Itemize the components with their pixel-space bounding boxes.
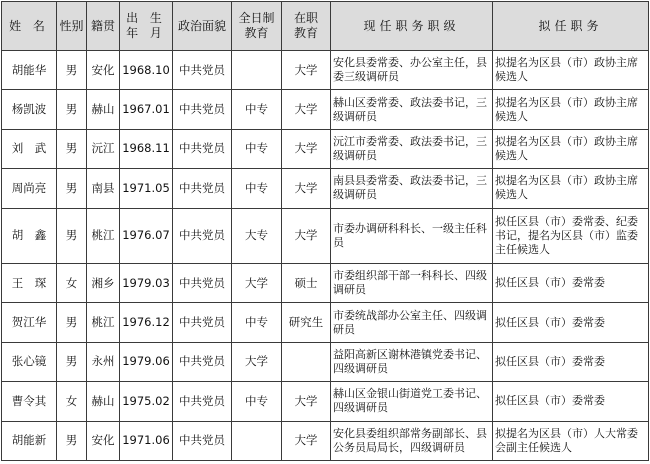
table-row: [2, 129, 649, 168]
cell-inservice-edu: 大学: [282, 51, 331, 90]
cell-current-post: 安化县委组织部常务副部长、县公务员局局长，四级调研员: [331, 421, 493, 461]
cell-current-post: 市委组织部干部一科科长、四级调研员: [331, 263, 493, 302]
cell-gender: 男: [57, 303, 87, 342]
cell-birth: 1979.03: [120, 263, 173, 302]
cell-party: 中共党员: [173, 342, 232, 381]
cell-origin: 赫山: [87, 382, 120, 421]
cell-current-post: 沅江市委常委、政法委书记，三级调研员: [331, 129, 493, 168]
cell-name: 王 琛: [2, 263, 57, 302]
cell-name: 胡 鑫: [2, 208, 57, 263]
cell-fulltime-edu: 中专: [232, 90, 282, 129]
cell-inservice-edu: 大学: [282, 129, 331, 168]
table-row: [2, 342, 649, 381]
cell-gender: 男: [57, 90, 87, 129]
table-row: [2, 382, 649, 421]
cell-origin: 湘乡: [87, 263, 120, 302]
cell-origin: 安化: [87, 51, 120, 90]
cell-fulltime-edu: 中专: [232, 303, 282, 342]
col-header-birth: 出 生 年 月: [120, 2, 173, 51]
cell-proposed-post: 拟任区县（市）委常委: [493, 303, 649, 342]
cell-inservice-edu: 研究生: [282, 303, 331, 342]
cell-party: 中共党员: [173, 421, 232, 461]
cell-proposed-post: 拟任区县（市）委常委、纪委书记，提名为区县（市）监委主任候选人: [493, 208, 649, 263]
cell-gender: 男: [57, 208, 87, 263]
cell-name: 曹令其: [2, 382, 57, 421]
cell-gender: 男: [57, 421, 87, 461]
cell-current-post: 安化县委常委、办公室主任，县委三级调研员: [331, 51, 493, 90]
col-header-fulltime-edu: 全日制 教育: [232, 2, 282, 51]
cell-inservice-edu: 大学: [282, 208, 331, 263]
cell-inservice-edu: [282, 342, 331, 381]
cell-party: 中共党员: [173, 263, 232, 302]
cell-party: 中共党员: [173, 90, 232, 129]
cell-party: 中共党员: [173, 303, 232, 342]
col-header-proposed-post: 拟任职务: [493, 2, 649, 51]
cell-proposed-post: 拟任区县（市）委常委: [493, 382, 649, 421]
col-header-name: 姓 名: [2, 2, 57, 51]
table-row: [2, 169, 649, 208]
cell-proposed-post: 拟任区县（市）委常委: [493, 342, 649, 381]
cell-birth: 1975.02: [120, 382, 173, 421]
cell-origin: 桃江: [87, 303, 120, 342]
cell-birth: 1976.07: [120, 208, 173, 263]
header-row: [2, 2, 649, 51]
cell-name: 胡能华: [2, 51, 57, 90]
cell-fulltime-edu: 中专: [232, 382, 282, 421]
cell-birth: 1971.06: [120, 421, 173, 461]
table-row: [2, 421, 649, 461]
cadre-table: [1, 1, 649, 461]
col-header-inservice-edu: 在职 教育: [282, 2, 331, 51]
cell-origin: 赫山: [87, 90, 120, 129]
cell-gender: 男: [57, 129, 87, 168]
cell-name: 贺江华: [2, 303, 57, 342]
cell-birth: 1971.05: [120, 169, 173, 208]
cell-inservice-edu: 大学: [282, 90, 331, 129]
cell-party: 中共党员: [173, 169, 232, 208]
col-header-party: 政治面貌: [173, 2, 232, 51]
cell-birth: 1967.01: [120, 90, 173, 129]
cell-name: 周尚亮: [2, 169, 57, 208]
cell-current-post: 赫山区委常委、政法委书记，三级调研员: [331, 90, 493, 129]
table-row: [2, 303, 649, 342]
cell-proposed-post: 拟任区县（市）委常委: [493, 263, 649, 302]
cell-name: 刘 武: [2, 129, 57, 168]
cell-name: 张心镜: [2, 342, 57, 381]
col-header-origin: 籍贯: [87, 2, 120, 51]
cell-party: 中共党员: [173, 51, 232, 90]
cell-birth: 1968.11: [120, 129, 173, 168]
cell-fulltime-edu: 大学: [232, 342, 282, 381]
cell-party: 中共党员: [173, 382, 232, 421]
cell-fulltime-edu: [232, 421, 282, 461]
cell-name: 胡能新: [2, 421, 57, 461]
cell-inservice-edu: 硕士: [282, 263, 331, 302]
cell-fulltime-edu: 大学: [232, 263, 282, 302]
cell-current-post: 市委统战部办公室主任、四级调研员: [331, 303, 493, 342]
cell-proposed-post: 拟提名为区县（市）政协主席候选人: [493, 169, 649, 208]
cell-party: 中共党员: [173, 208, 232, 263]
table-row: [2, 263, 649, 302]
cell-birth: 1979.06: [120, 342, 173, 381]
table-row: [2, 51, 649, 90]
table-row: [2, 208, 649, 263]
cell-origin: 安化: [87, 421, 120, 461]
cell-fulltime-edu: 中专: [232, 129, 282, 168]
cell-current-post: 益阳高新区谢林港镇党委书记、四级调研员: [331, 342, 493, 381]
cell-inservice-edu: 大学: [282, 169, 331, 208]
cell-fulltime-edu: 大专: [232, 208, 282, 263]
cell-gender: 男: [57, 169, 87, 208]
cell-proposed-post: 拟提名为区县（市）政协主席候选人: [493, 51, 649, 90]
cell-birth: 1976.12: [120, 303, 173, 342]
cell-proposed-post: 拟提名为区县（市）政协主席候选人: [493, 90, 649, 129]
cell-origin: 南县: [87, 169, 120, 208]
col-header-gender: 性别: [57, 2, 87, 51]
cell-proposed-post: 拟提名为区县（市）人大常委会副主任候选人: [493, 421, 649, 461]
cell-origin: 沅江: [87, 129, 120, 168]
cell-origin: 桃江: [87, 208, 120, 263]
table-row: [2, 90, 649, 129]
cell-fulltime-edu: [232, 51, 282, 90]
cell-gender: 女: [57, 382, 87, 421]
cell-origin: 永州: [87, 342, 120, 381]
cell-inservice-edu: 大学: [282, 382, 331, 421]
cell-name: 杨凯波: [2, 90, 57, 129]
cell-current-post: 市委办调研科科长、一级主任科员: [331, 208, 493, 263]
cell-party: 中共党员: [173, 129, 232, 168]
cell-birth: 1968.10: [120, 51, 173, 90]
cell-current-post: 南县县委常委、政法委书记，三级调研员: [331, 169, 493, 208]
col-header-current-post: 现任职务职级: [331, 2, 493, 51]
cell-proposed-post: 拟提名为区县（市）政协主席候选人: [493, 129, 649, 168]
cell-gender: 女: [57, 263, 87, 302]
cell-fulltime-edu: 中专: [232, 169, 282, 208]
cell-current-post: 赫山区金银山街道党工委书记、四级调研员: [331, 382, 493, 421]
cell-gender: 男: [57, 51, 87, 90]
cell-inservice-edu: 大学: [282, 421, 331, 461]
cell-gender: 男: [57, 342, 87, 381]
